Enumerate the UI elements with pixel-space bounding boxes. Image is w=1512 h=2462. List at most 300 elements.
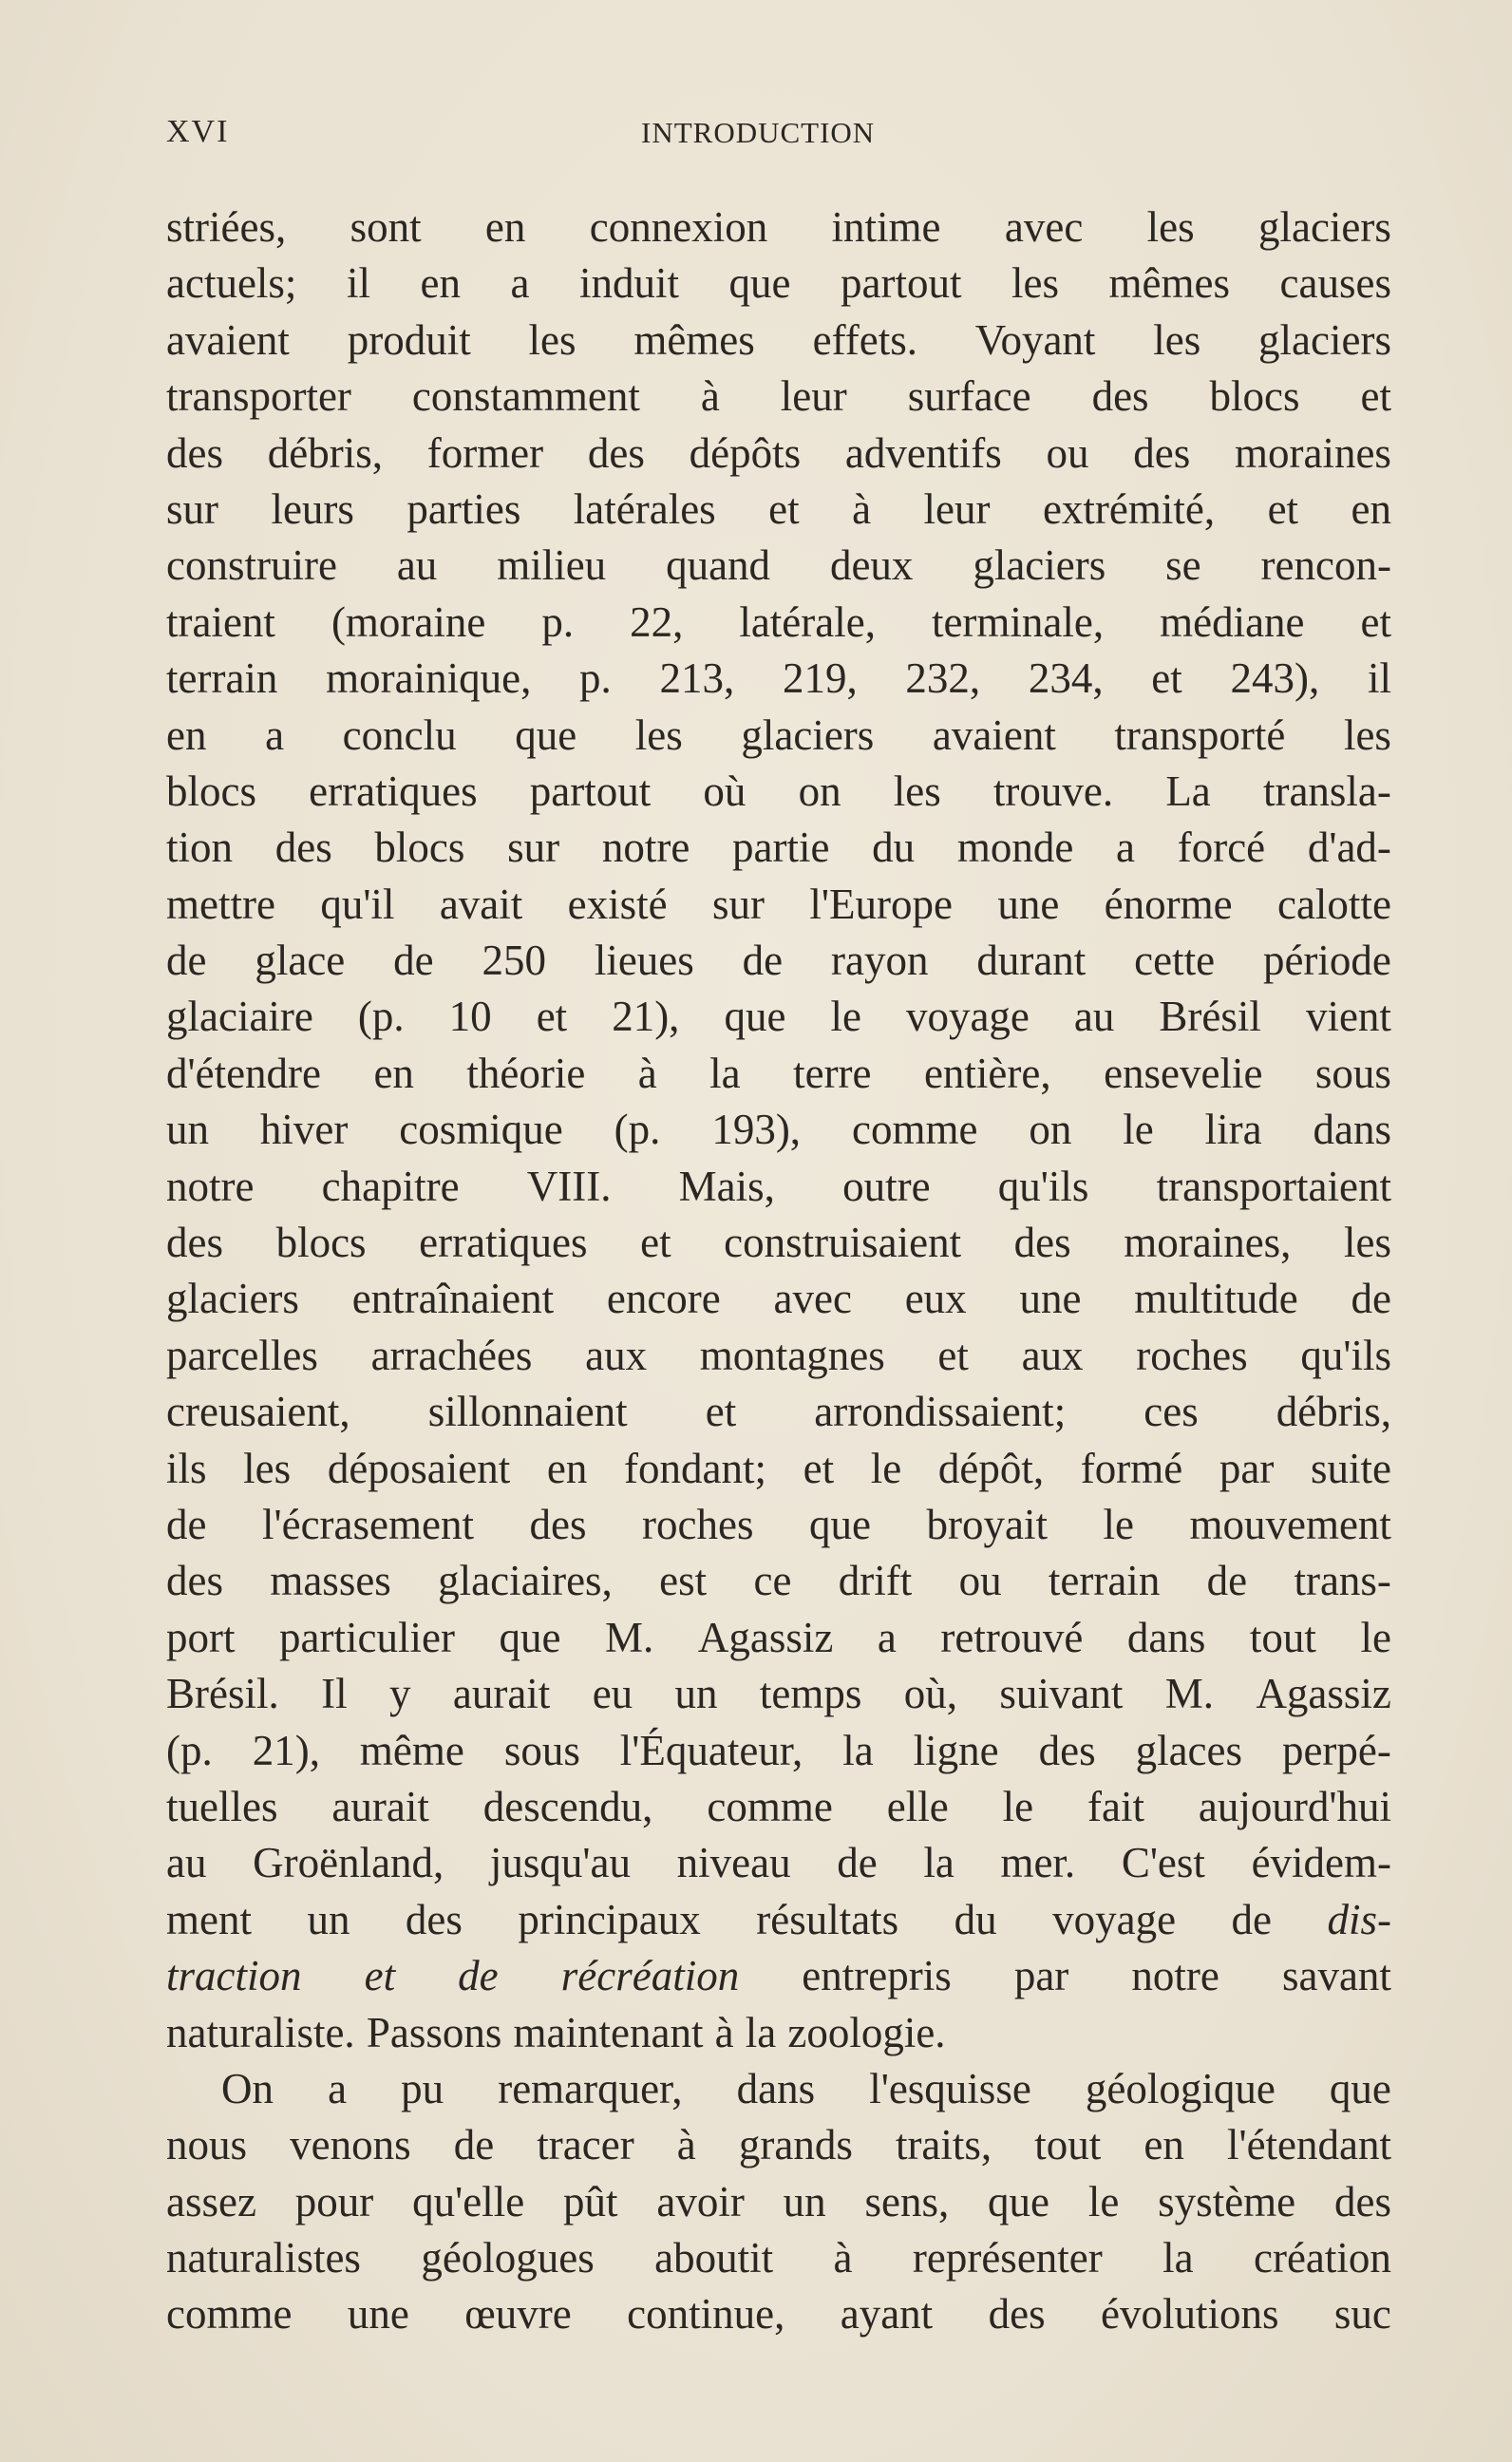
- word: il: [1367, 654, 1391, 703]
- word: glaciers: [1258, 315, 1391, 364]
- text-line: [166, 651, 1391, 707]
- word: ayant: [840, 2290, 934, 2339]
- word: leurs: [271, 484, 354, 533]
- word: un: [783, 2177, 826, 2225]
- word: terrain: [1048, 1557, 1161, 1605]
- word: transporter: [166, 372, 351, 421]
- word: M.: [1164, 1670, 1215, 1718]
- word: un: [307, 1895, 350, 1943]
- word: notre: [1131, 1952, 1219, 2000]
- word: par: [1013, 1952, 1069, 2000]
- word: arrachées: [370, 1331, 533, 1379]
- word: et: [1360, 372, 1391, 421]
- word: de: [1351, 1275, 1391, 1323]
- word: le: [1002, 1782, 1034, 1830]
- word: sont: [350, 203, 422, 251]
- word: la: [709, 1049, 741, 1097]
- word: leur: [780, 372, 847, 421]
- word: traction: [166, 1952, 302, 2000]
- word: représenter: [912, 2234, 1103, 2282]
- word: hiver: [259, 1106, 349, 1154]
- text-line: [166, 1892, 1391, 1948]
- word: géologues: [421, 2234, 595, 2282]
- word: blocs: [1209, 372, 1300, 421]
- word: (p.: [357, 993, 405, 1041]
- word: où: [703, 767, 747, 815]
- word: cette: [1134, 937, 1216, 985]
- word: latérales: [573, 484, 716, 533]
- word: sur: [507, 824, 560, 872]
- word: des: [405, 1895, 463, 1943]
- word: constamment: [411, 372, 640, 421]
- word: fondant;: [624, 1444, 766, 1492]
- word: période: [1262, 937, 1391, 985]
- word: au: [1073, 993, 1115, 1041]
- text-line: [166, 1215, 1391, 1271]
- word: continue,: [627, 2290, 785, 2339]
- word: les: [634, 710, 683, 759]
- word: traient: [166, 597, 275, 646]
- word: Voyant: [974, 315, 1096, 364]
- word: comme: [851, 1106, 978, 1154]
- word: les: [1153, 315, 1201, 364]
- word: tion: [166, 824, 234, 872]
- word: lieues: [594, 937, 694, 985]
- word: médiane: [1160, 597, 1305, 646]
- word: 219,: [782, 654, 858, 703]
- word: création: [1254, 2234, 1391, 2282]
- word: aboutit: [654, 2234, 774, 2282]
- word: en: [420, 259, 461, 308]
- word: vient: [1305, 993, 1391, 1041]
- word: avec: [1004, 203, 1084, 251]
- text-line: [166, 1779, 1391, 1835]
- word: Agassiz: [1256, 1670, 1391, 1718]
- word: la: [923, 1839, 954, 1887]
- word: 234,: [1028, 654, 1104, 703]
- word: le: [1123, 1106, 1154, 1154]
- word: et: [705, 1388, 737, 1436]
- word: ces: [1143, 1388, 1199, 1436]
- text-line: [166, 1271, 1391, 1327]
- word: existé: [567, 880, 668, 928]
- word: le: [1360, 1613, 1391, 1661]
- word: 213,: [659, 654, 735, 703]
- word: roches: [1136, 1331, 1248, 1379]
- word: l'étendant: [1226, 2121, 1391, 2169]
- word: sur: [712, 880, 765, 928]
- word: 193),: [711, 1106, 802, 1154]
- text-line: [166, 256, 1391, 312]
- word: sens,: [864, 2177, 950, 2225]
- word: avaient: [166, 315, 290, 364]
- word: leur: [923, 484, 991, 533]
- word: les: [1146, 203, 1195, 251]
- word: des: [1133, 428, 1191, 477]
- word: principaux: [518, 1895, 701, 1943]
- word: outre: [842, 1162, 931, 1210]
- word: naturaliste.: [166, 2008, 355, 2056]
- word: évolutions: [1101, 2290, 1279, 2339]
- word: grands: [738, 2121, 853, 2169]
- word: La: [1165, 767, 1211, 815]
- text-line: [166, 708, 1391, 764]
- word: glace: [255, 937, 346, 985]
- word: à: [852, 484, 872, 533]
- word: même: [359, 1726, 464, 1774]
- word: des: [1038, 1726, 1096, 1774]
- text-line: [166, 2117, 1391, 2173]
- word: connexion: [589, 203, 768, 251]
- word: l'Équateur,: [619, 1726, 803, 1774]
- word: durant: [976, 937, 1087, 985]
- word: notre: [166, 1162, 255, 1210]
- word: C'est: [1121, 1839, 1205, 1887]
- word: causes: [1279, 259, 1391, 308]
- word: nous: [166, 2121, 248, 2169]
- word: à: [833, 2234, 853, 2282]
- word: a: [328, 2064, 348, 2112]
- word: 22,: [630, 597, 684, 646]
- word: mouvement: [1189, 1500, 1391, 1548]
- word: temps: [759, 1670, 862, 1718]
- word: glaciers: [973, 541, 1106, 590]
- word: système: [1158, 2177, 1296, 2225]
- word: au: [166, 1839, 207, 1887]
- text-line: [166, 1948, 1391, 2004]
- word: assez: [166, 2177, 256, 2225]
- word: fait: [1087, 1782, 1144, 1830]
- word: est: [659, 1557, 708, 1605]
- word: blocs: [275, 1219, 367, 1267]
- word: sous: [503, 1726, 580, 1774]
- word: creusaient,: [166, 1388, 350, 1436]
- word: on: [1029, 1106, 1072, 1154]
- word: Il: [321, 1670, 348, 1718]
- word: descendu,: [482, 1782, 653, 1830]
- word: des: [166, 428, 223, 477]
- word: encore: [606, 1275, 721, 1323]
- word: de: [166, 937, 207, 985]
- word: 232,: [905, 654, 981, 703]
- word: suite: [1310, 1444, 1391, 1492]
- word: retrouvé: [940, 1613, 1084, 1661]
- word: de: [1231, 1895, 1272, 1943]
- word: un: [166, 1106, 209, 1154]
- word: moraines: [1235, 428, 1391, 477]
- word: quand: [666, 541, 771, 590]
- word: moraines,: [1124, 1219, 1292, 1267]
- word: (moraine: [331, 597, 486, 646]
- word: 243),: [1230, 654, 1320, 703]
- word: transportaient: [1156, 1162, 1391, 1210]
- word: d'étendre: [166, 1049, 322, 1097]
- text-line: [166, 482, 1391, 538]
- text-line: [166, 1441, 1391, 1497]
- word: en: [546, 1444, 588, 1492]
- word: eux: [904, 1275, 967, 1323]
- word: l'écrasement: [262, 1500, 474, 1548]
- word: blocs: [374, 824, 465, 872]
- word: construisaient: [724, 1219, 962, 1267]
- word: terminale,: [931, 597, 1105, 646]
- word: des: [1013, 1219, 1071, 1267]
- word: par: [1219, 1444, 1275, 1492]
- word: VIII.: [526, 1162, 612, 1210]
- word: arrondissaient;: [814, 1388, 1067, 1436]
- word: niveau: [676, 1839, 791, 1887]
- word: trans-: [1294, 1557, 1391, 1605]
- word: au: [396, 541, 438, 590]
- text-line: [166, 820, 1391, 876]
- word: en: [373, 1049, 414, 1097]
- text-line: [166, 595, 1391, 651]
- word: des: [166, 1557, 223, 1605]
- text-line: [166, 199, 1391, 256]
- word: en: [166, 710, 207, 759]
- word: évidem-: [1251, 1839, 1391, 1887]
- text-line: [166, 1497, 1391, 1553]
- word: de: [837, 1839, 878, 1887]
- word: glaces: [1135, 1726, 1242, 1774]
- word: la: [1162, 2234, 1194, 2282]
- word: qu'il: [320, 880, 395, 928]
- running-title: INTRODUCTION: [641, 116, 876, 149]
- word: terre: [793, 1049, 872, 1097]
- word: on: [798, 767, 841, 815]
- word: une: [347, 2290, 409, 2339]
- word: multitude: [1134, 1275, 1298, 1323]
- word: transporté: [1114, 710, 1286, 759]
- word: aurait: [452, 1670, 551, 1718]
- word: striées,: [166, 203, 287, 251]
- word: tuelles: [166, 1782, 278, 1830]
- word: ils: [166, 1444, 207, 1492]
- word: récréation: [560, 1952, 740, 2000]
- word: venons: [290, 2121, 411, 2169]
- word: transla-: [1262, 767, 1391, 815]
- word: rencon-: [1260, 541, 1391, 590]
- word: qu'ils: [997, 1162, 1089, 1210]
- word: actuels;: [166, 259, 297, 308]
- text-line: [166, 764, 1391, 820]
- word: a: [1116, 824, 1136, 872]
- text-line: [166, 1835, 1391, 1891]
- word: remarquer,: [498, 2064, 683, 2112]
- word: 10: [448, 993, 492, 1041]
- word: l'esquisse: [869, 2064, 1031, 2112]
- word: des: [529, 1500, 587, 1548]
- text-line: [166, 2174, 1391, 2230]
- word: drift: [838, 1557, 913, 1605]
- word: conclu: [342, 710, 457, 759]
- word: (p.: [614, 1106, 661, 1154]
- word: l'Europe: [809, 880, 953, 928]
- text-line: [166, 1159, 1391, 1215]
- word: débris,: [1276, 1388, 1391, 1436]
- word: induit: [579, 259, 680, 308]
- word: On: [221, 2064, 274, 2112]
- word: ou: [1046, 428, 1089, 477]
- word: œuvre: [464, 2290, 572, 2339]
- text-line: [166, 2230, 1391, 2286]
- word: a: [265, 710, 285, 759]
- word: produit: [347, 315, 471, 364]
- word: se: [1165, 541, 1201, 590]
- word: p.: [541, 597, 575, 646]
- word: en: [484, 203, 526, 251]
- word: surface: [907, 372, 1031, 421]
- word: savant: [1281, 1952, 1391, 2000]
- word: que: [988, 2177, 1050, 2225]
- word: voyage: [905, 993, 1030, 1041]
- word: de: [1206, 1557, 1248, 1605]
- word: et: [937, 1331, 969, 1379]
- word: aux: [585, 1331, 648, 1379]
- word: sous: [1314, 1049, 1391, 1097]
- text-line: [166, 933, 1391, 989]
- word: cosmique: [399, 1106, 563, 1154]
- word: de: [458, 1952, 499, 2000]
- word: Passons: [366, 2008, 502, 2056]
- word: port: [166, 1613, 236, 1661]
- text-line: [166, 312, 1391, 369]
- word: que: [724, 993, 786, 1041]
- word: des: [1091, 372, 1149, 421]
- word: à: [714, 2008, 734, 2056]
- word: ce: [753, 1557, 792, 1605]
- word: sur: [166, 484, 218, 533]
- word: que: [499, 1613, 561, 1661]
- word: glaciers: [1257, 203, 1391, 251]
- word: naturalistes: [166, 2234, 361, 2282]
- word: dans: [1313, 1106, 1391, 1154]
- word: a: [877, 1613, 897, 1661]
- word: particulier: [279, 1613, 455, 1661]
- word: dans: [736, 2064, 816, 2112]
- word: ou: [958, 1557, 1002, 1605]
- word: 21),: [252, 1726, 320, 1774]
- word: du: [872, 824, 916, 872]
- word: elle: [886, 1782, 949, 1830]
- word: deux: [829, 541, 914, 590]
- word: glaciers: [166, 1275, 299, 1323]
- text-line: [166, 1666, 1391, 1722]
- text-line: [166, 369, 1391, 425]
- word: ligne: [913, 1726, 999, 1774]
- word: extrémité,: [1042, 484, 1216, 533]
- word: lira: [1204, 1106, 1262, 1154]
- word: Groënland,: [253, 1839, 444, 1887]
- word: le: [870, 1444, 902, 1492]
- word: qu'elle: [412, 2177, 525, 2225]
- word: théorie: [466, 1049, 586, 1097]
- word: qu'ils: [1300, 1331, 1391, 1379]
- word: pour: [294, 2177, 374, 2225]
- word: à: [637, 1049, 657, 1097]
- word: voyage: [1052, 1895, 1177, 1943]
- word: des: [988, 2290, 1046, 2339]
- word: pût: [563, 2177, 618, 2225]
- text-line: [166, 1328, 1391, 1384]
- word: Brésil: [1159, 993, 1261, 1041]
- word: du: [954, 1895, 997, 1943]
- word: glaciaire: [166, 993, 313, 1041]
- word: avoir: [656, 2177, 745, 2225]
- word: ment: [166, 1895, 252, 1943]
- word: rayon: [831, 937, 929, 985]
- word: géologique: [1085, 2064, 1276, 2112]
- word: partout: [529, 767, 652, 815]
- word: mêmes: [1108, 259, 1230, 308]
- word: des: [166, 1219, 223, 1267]
- word: suc: [1333, 2290, 1391, 2339]
- word: avaient: [932, 710, 1056, 759]
- word: erratiques: [419, 1219, 588, 1267]
- word: partie: [732, 824, 830, 872]
- word: que: [1329, 2064, 1391, 2112]
- word: p.: [579, 654, 612, 703]
- word: et: [768, 484, 800, 533]
- word: glaciaires,: [438, 1557, 613, 1605]
- word: des: [274, 824, 332, 872]
- word: la: [842, 1726, 874, 1774]
- word: monde: [956, 824, 1074, 872]
- word: énorme: [1104, 880, 1233, 928]
- word: le: [830, 993, 861, 1041]
- running-head: [166, 114, 1391, 161]
- word: terrain: [166, 654, 278, 703]
- word: une: [997, 880, 1060, 928]
- word: effets.: [812, 315, 917, 364]
- word: chapitre: [321, 1162, 460, 1210]
- text-line: [166, 877, 1391, 933]
- word: et: [803, 1444, 835, 1492]
- word: les: [243, 1444, 292, 1492]
- word: perpé-: [1281, 1726, 1391, 1774]
- word: où,: [903, 1670, 958, 1718]
- word: des: [587, 428, 645, 477]
- word: que: [515, 710, 577, 759]
- text-line: [166, 1102, 1391, 1158]
- word: de: [453, 2121, 495, 2169]
- word: intime: [831, 203, 941, 251]
- text-line: [166, 1610, 1391, 1666]
- word: le: [1103, 1500, 1134, 1548]
- word: résultats: [756, 1895, 899, 1943]
- word: débris,: [267, 428, 383, 477]
- word: aurait: [331, 1782, 429, 1830]
- word: de: [393, 937, 434, 985]
- word: calotte: [1276, 880, 1391, 928]
- word: que: [808, 1500, 871, 1548]
- word: déposaient: [327, 1444, 511, 1492]
- word: forcé: [1177, 824, 1266, 872]
- text-line: [166, 2061, 1391, 2117]
- word: les: [1343, 710, 1391, 759]
- word: les: [1344, 1219, 1391, 1267]
- word: M.: [605, 1613, 654, 1661]
- word: une: [1019, 1275, 1082, 1323]
- word: entière,: [923, 1049, 1051, 1097]
- word: et: [640, 1219, 671, 1267]
- word: a: [510, 259, 530, 308]
- word: aux: [1021, 1331, 1084, 1379]
- word: milieu: [497, 541, 607, 590]
- word: morainique,: [326, 654, 532, 703]
- word: dans: [1126, 1613, 1206, 1661]
- word: construire: [166, 541, 337, 590]
